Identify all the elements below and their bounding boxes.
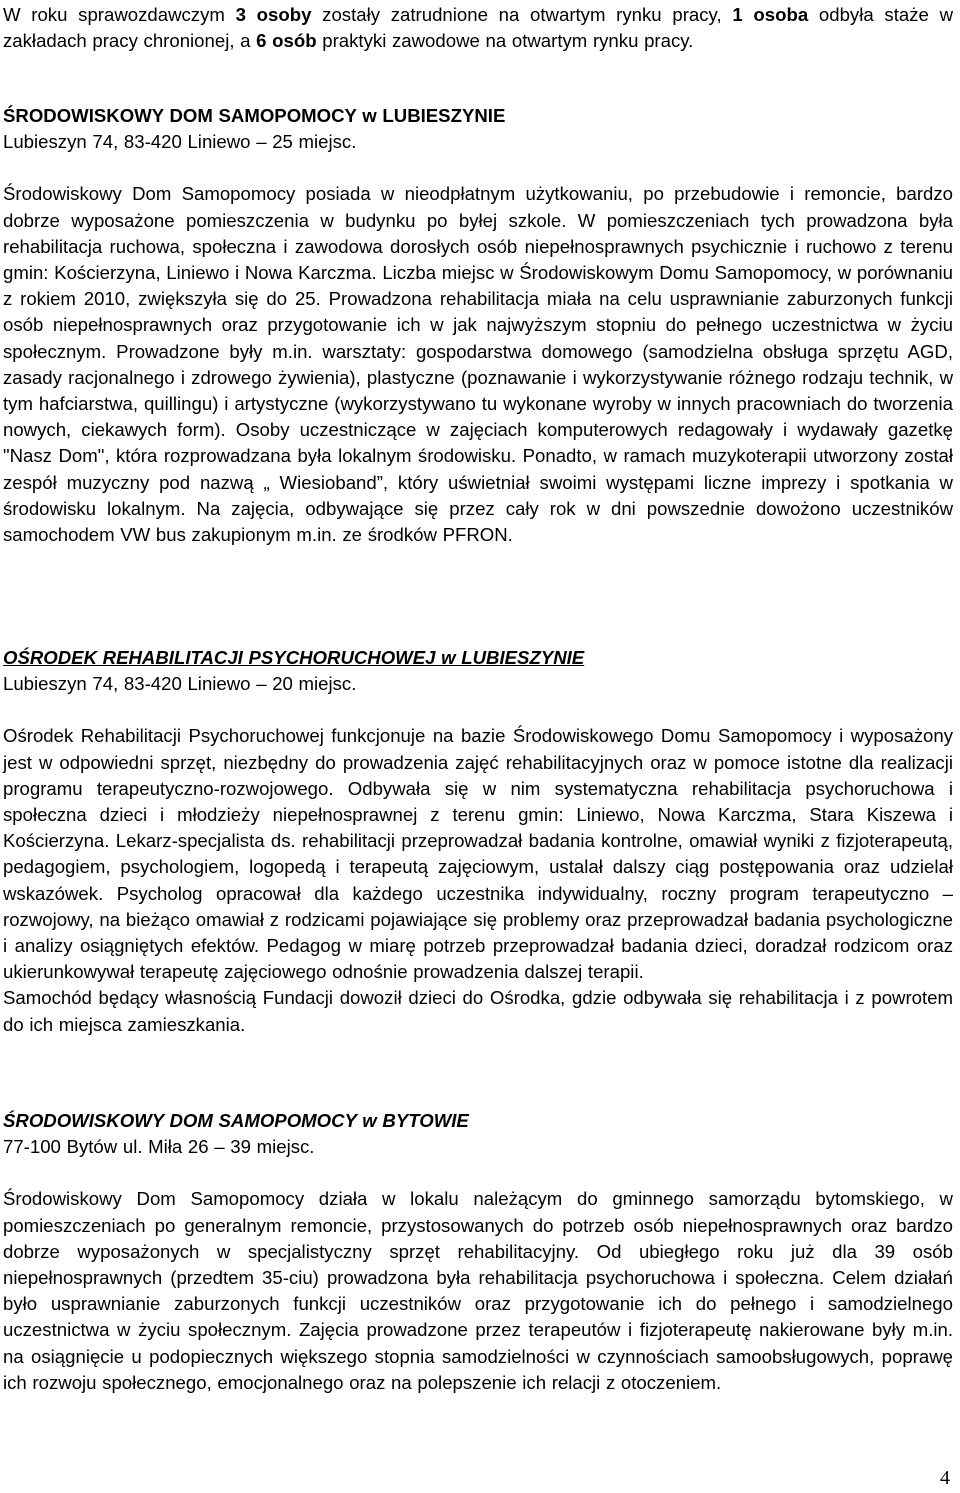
section-address: 77-100 Bytów ul. Miła 26 – 39 miejsc. — [3, 1136, 315, 1158]
section-heading: ŚRODOWISKOWY DOM SAMOPOMOCY w BYTOWIE — [3, 1110, 469, 1131]
intro-text — [3, 2, 953, 54]
section-sds-bytow — [3, 1108, 953, 1396]
section-body: Środowiskowy Dom Samopomocy działa w lokalu należącym do gminnego samorządu bytomskiego, w pomieszczeniach po generalnym remoncie, przystosowanych do potrzeb osób niepełnosprawnych oraz bardzo dobrze wyposażonych w specjalistyczny sprzęt rehabilitacyjny. Od ubiegłego roku już dla 39 osób niepełnosprawnych (przedtem 35-ciu) prowadzona była rehabilitacja psychoruchowa i społeczna. Celem działań było usprawnianie zaburzonych funkcji uczestników oraz przygotowanie ich do pełnego i samodzielnego uczestnictwa w życiu społecznym. Zajęcia prowadzone przez terapeutów i fizjoterapeutę nakierowane były m.in. na osiągnięcie u podopiecznych większego stopnia samodzielności w czynnościach samoobsługowych, poprawę ich rozwoju społecznego, emocjonalnego oraz na polepszenie ich relacji z otoczeniem. — [3, 1188, 953, 1393]
intro-text-part: W roku sprawozdawczym — [3, 4, 236, 25]
intro-text-part: odbyła staże w zakładach pracy chronionej, a — [3, 4, 953, 52]
section-address: Lubieszyn 74, 83-420 Liniewo – 25 miejsc. — [3, 131, 357, 153]
section-address: Lubieszyn 74, 83-420 Liniewo – 20 miejsc. — [3, 673, 357, 695]
intro-bold-count: 6 osób — [256, 30, 317, 52]
intro-text-part: praktyki zawodowe na otwartym rynku pracy. — [316, 30, 694, 52]
intro-text-part: zostały zatrudnione na otwartym rynku pracy, — [311, 4, 733, 25]
section-orp-lubieszyn — [3, 645, 953, 1038]
intro-bold-count: 3 osoby — [235, 4, 312, 25]
section-body: Środowiskowy Dom Samopomocy posiada w nieodpłatnym użytkowaniu, po przebudowie i remoncie, bardzo dobrze wyposażone pomieszczenia w budynku po byłej szkole. W pomieszczeniach tych prowadzona była rehabilitacja ruchowa, społeczna i zawodowa dorosłych osób niepełnosprawnych psychicznie i ruchowo z terenu gmin: Kościerzyna, Liniewo i Nowa Karczma. Liczba miejsc w Środowiskowym Domu Samopomocy, w porównaniu z rokiem 2010, zwiększyła się do 25. Prowadzona rehabilitacja miała na celu usprawnianie zaburzonych funkcji osób niepełnosprawnych oraz przygotowanie ich w jak najwyższym stopniu do pełnego uczestnictwa w życiu społecznym. Prowadzone były m.in. warsztaty: gospodarstwa domowego (samodzielna obsługa sprzętu AGD, zasady racjonalnego i zdrowego żywienia), plastyczne (poznawanie i wykorzystywanie różnego rodzaju technik, w tym hafciarstwa, quillingu) i artystyczne (wykorzystywano tu wykonane wyroby w innych pracowniach do tworzenia nowych, ciekawych form). Osoby uczestniczące w zajęciach komputerowych redagowały i wydawały gazetkę "Nasz Dom", która rozprowadzana była lokalnym środowisku. Ponadto, w ramach muzykoterapii utworzony został zespół muzyczny pod nazwą „ Wiesioband”, który uświetniał swoimi występami liczne imprezy i spotkania w środowisku lokalnym. Na zajęcia, odbywające się przez cały rok w dni powszednie dowożono uczestników samochodem VW bus zakupionym m.in. ze środków PFRON. — [3, 183, 953, 546]
section-body-continued: Samochód będący własnością Fundacji dowoził dzieci do Ośrodka, gdzie odbywała się rehabilitacja i z powrotem do ich miejsca zamieszkania. — [3, 987, 953, 1035]
intro-paragraph — [3, 2, 953, 54]
page-number: 4 — [940, 1467, 950, 1489]
section-body: Ośrodek Rehabilitacji Psychoruchowej funkcjonuje na bazie Środowiskowego Domu Samopomocy i wyposażony jest w odpowiedni sprzęt, niezbędny do prowadzenia zajęć rehabilitacyjnych oraz w pomoce istotne dla realizacji programu terapeutyczno-rozwojowego. Odbywała się w nim systematyczna rehabilitacja psychoruchowa i społeczna dzieci i młodzieży niepełnosprawnej z terenu gmin: Liniewo, Nowa Karczma, Stara Kiszewa i Kościerzyna. Lekarz-specjalista ds. rehabilitacji przeprowadzał badania kontrolne, omawiał wyniki z fizjoterapeutą, pedagogiem, psychologiem, logopedą i terapeutą zajęciowym, ustalał dalszy ciąg postępowania oraz udzielał wskazówek. Psycholog opracował dla każdego uczestnika indywidualny, roczny program terapeutyczno – rozwojowy, na bieżąco omawiał z rodzicami pojawiające się problemy oraz przeprowadzał badania psychologiczne i analizy osiągniętych efektów. Pedagog w miarę potrzeb przeprowadzał badania dzieci, doradzał rodzicom oraz ukierunkowywał terapeutę zajęciowego odnośnie prowadzenia dalszej terapii. — [3, 725, 953, 983]
section-heading: OŚRODEK REHABILITACJI PSYCHORUCHOWEJ w LUBIESZYNIE — [3, 647, 585, 668]
section-heading: ŚRODOWISKOWY DOM SAMOPOMOCY w LUBIESZYNIE — [3, 105, 506, 126]
section-sds-lubieszyn — [3, 103, 953, 548]
intro-bold-count: 1 osoba — [732, 4, 809, 25]
